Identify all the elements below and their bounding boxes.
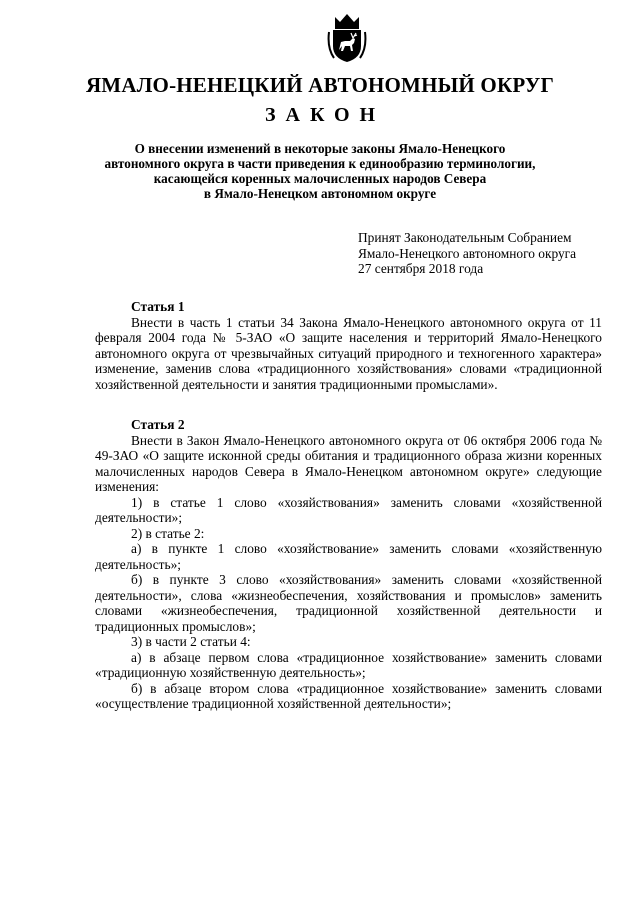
article-paragraph: б) в абзаце втором слова «традиционное хозяйствование» заменить словами «осуществление традиционной хозяйственной деятельности»; (95, 680, 602, 711)
adoption-line: 27 сентября 2018 года (358, 261, 484, 276)
region-title: ЯМАЛО-НЕНЕЦКИЙ АВТОНОМНЫЙ ОКРУГ (85, 73, 555, 97)
adoption-note (358, 230, 618, 277)
article-paragraph: 1) в статье 1 слово «хозяйствования» заменить словами «хозяйственной деятельности»; (95, 494, 602, 525)
article-2 (95, 417, 602, 712)
adoption-line: Принят Законодательным Собранием (358, 230, 572, 245)
article-title: Статья 1 (131, 299, 185, 314)
article-paragraph: Внести в часть 1 статьи 34 Закона Ямало-Ненецкого автономного округа от 11 февраля 2004 года № 5-ЗАО «О защите населения и территорий Ямало-Ненецкого автономного округа от чрезвычайных ситуаций природного и техногенного характера» изменение, заменив слова «традиционного хозяйствования» словами «традиционной хозяйственной деятельности и занятия традиционными промыслами». (95, 314, 602, 392)
subject-line: касающейся коренных малочисленных народов Севера (153, 171, 487, 186)
document-type: ЗАКОН (264, 104, 386, 126)
article-1 (95, 299, 602, 392)
article-paragraph: б) в пункте 3 слово «хозяйствования» заменить словами «хозяйственной деятельности», слова «жизнеобеспечения, хозяйствования и промыслов» заменить словами «жизнеобеспечения, традиционной хозяйственной деятельности и традиционных промыслов»; (95, 572, 602, 634)
article-paragraph: Внести в Закон Ямало-Ненецкого автономного округа от 06 октября 2006 года № 49-ЗАО «О защите исконной среды обитания и традиционного образа жизни коренных малочисленных народов Севера в Ямало-Ненецком автономном округе» следующие изменения: (95, 432, 602, 494)
article-paragraph: а) в абзаце первом слова «традиционное хозяйствование» заменить словами «традиционную хозяйственную деятельность»; (95, 649, 602, 680)
article-paragraph: 3) в части 2 статьи 4: (131, 634, 251, 649)
subject-line: О внесении изменений в некоторые законы Ямало-Ненецкого (134, 141, 506, 156)
adoption-line: Ямало-Ненецкого автономного округа (358, 245, 577, 261)
article-paragraph: а) в пункте 1 слово «хозяйствование» заменить словами «хозяйственную деятельность»; (95, 541, 602, 572)
article-paragraph: 2) в статье 2: (131, 525, 205, 541)
law-subject (90, 141, 550, 201)
subject-line: автономного округа в части приведения к единообразию терминологии, (104, 156, 536, 171)
coat-of-arms-icon (326, 12, 368, 64)
subject-line: в Ямало-Ненецком автономном округе (203, 186, 437, 201)
article-title: Статья 2 (131, 417, 185, 432)
